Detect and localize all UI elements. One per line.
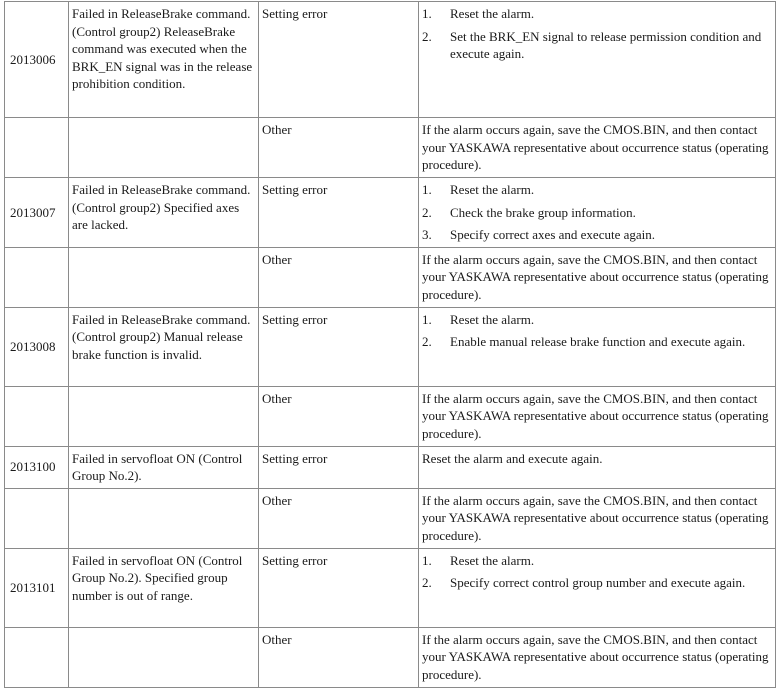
- remedy-text: If the alarm occurs again, save the CMOS.BIN, and then contact your YASKAWA representative about occurrence status (operating procedure).: [419, 118, 776, 178]
- empty-cell: [5, 488, 69, 548]
- step-text: Reset the alarm.: [450, 6, 535, 21]
- list-item: [422, 574, 772, 592]
- step-number: 1.: [422, 6, 432, 21]
- remedy-cell: [419, 2, 776, 118]
- step-text: Specify correct control group number and execute again.: [450, 575, 746, 590]
- cause-type: Other: [259, 247, 419, 307]
- empty-cell: [5, 247, 69, 307]
- list-item: [422, 552, 772, 570]
- alarm-code: 2013006: [5, 2, 69, 118]
- table-row: [5, 2, 776, 118]
- remedy-text: If the alarm occurs again, save the CMOS.BIN, and then contact your YASKAWA representative about occurrence status (operating procedure).: [419, 386, 776, 446]
- step-text: Reset the alarm.: [450, 182, 535, 197]
- table-row: [5, 247, 776, 307]
- empty-cell: [5, 386, 69, 446]
- step-number: 2.: [422, 575, 432, 590]
- remedy-text: If the alarm occurs again, save the CMOS.BIN, and then contact your YASKAWA representative about occurrence status (operating procedure).: [419, 627, 776, 687]
- cause-type: Setting error: [259, 178, 419, 248]
- table-row: [5, 307, 776, 386]
- table-row: [5, 627, 776, 687]
- empty-cell: [69, 247, 259, 307]
- remedy-cell: [419, 548, 776, 627]
- cause-type: Other: [259, 118, 419, 178]
- list-item: [422, 333, 772, 351]
- table-row: [5, 178, 776, 248]
- list-item: [422, 5, 772, 23]
- empty-cell: [5, 118, 69, 178]
- alarm-table: [4, 1, 776, 688]
- empty-cell: [69, 386, 259, 446]
- table-row: [5, 118, 776, 178]
- empty-cell: [69, 627, 259, 687]
- step-number: 2.: [422, 204, 432, 220]
- step-text: Set the BRK_EN signal to release permission condition and execute again.: [450, 28, 762, 61]
- remedy-text: If the alarm occurs again, save the CMOS.BIN, and then contact your YASKAWA representative about occurrence status (operating procedure).: [419, 488, 776, 548]
- step-number: 2.: [422, 334, 432, 349]
- empty-cell: [69, 488, 259, 548]
- remedy-steps: [422, 311, 772, 351]
- table-row: [5, 488, 776, 548]
- step-text: Enable manual release brake function and execute again.: [450, 334, 746, 349]
- list-item: [422, 226, 772, 244]
- remedy-cell: [419, 178, 776, 248]
- table-row: [5, 548, 776, 627]
- step-text: Check the brake group information.: [450, 204, 636, 220]
- cause-type: Other: [259, 488, 419, 548]
- remedy-text: Reset the alarm and execute again.: [419, 446, 776, 488]
- remedy-steps: [422, 5, 772, 63]
- step-text: Reset the alarm.: [450, 552, 535, 568]
- list-item: [422, 28, 772, 63]
- alarm-code: 2013007: [5, 178, 69, 248]
- step-number: 1.: [422, 552, 432, 568]
- cause-type: Setting error: [259, 307, 419, 386]
- alarm-description: Failed in servofloat ON (Control Group No.2).: [69, 446, 259, 488]
- alarm-code: 2013101: [5, 548, 69, 627]
- list-item: [422, 204, 772, 222]
- alarm-description: Failed in servofloat ON (Control Group No.2). Specified group number is out of range.: [69, 548, 259, 627]
- step-text: Reset the alarm.: [450, 311, 535, 327]
- remedy-steps: [422, 181, 772, 244]
- alarm-description: Failed in ReleaseBrake command. (Control group2) ReleaseBrake command was executed when the BRK_EN signal was in the release prohibition condition.: [69, 2, 259, 118]
- table-row: [5, 386, 776, 446]
- list-item: [422, 181, 772, 199]
- list-item: [422, 311, 772, 329]
- cause-type: Other: [259, 386, 419, 446]
- step-number: 3.: [422, 227, 432, 242]
- alarm-description: Failed in ReleaseBrake command. (Control group2) Manual release brake function is invalid.: [69, 307, 259, 386]
- table-row: [5, 446, 776, 488]
- remedy-steps: [422, 552, 772, 592]
- step-number: 2.: [422, 28, 432, 44]
- remedy-cell: [419, 307, 776, 386]
- alarm-description: Failed in ReleaseBrake command. (Control group2) Specified axes are lacked.: [69, 178, 259, 248]
- step-text: Specify correct axes and execute again.: [450, 227, 656, 242]
- cause-type: Setting error: [259, 548, 419, 627]
- empty-cell: [5, 627, 69, 687]
- cause-type: Other: [259, 627, 419, 687]
- cause-type: Setting error: [259, 446, 419, 488]
- remedy-text: If the alarm occurs again, save the CMOS.BIN, and then contact your YASKAWA representative about occurrence status (operating procedure).: [419, 247, 776, 307]
- empty-cell: [69, 118, 259, 178]
- step-number: 1.: [422, 311, 432, 327]
- alarm-code: 2013008: [5, 307, 69, 386]
- alarm-code: 2013100: [5, 446, 69, 488]
- step-number: 1.: [422, 182, 432, 197]
- cause-type: Setting error: [259, 2, 419, 118]
